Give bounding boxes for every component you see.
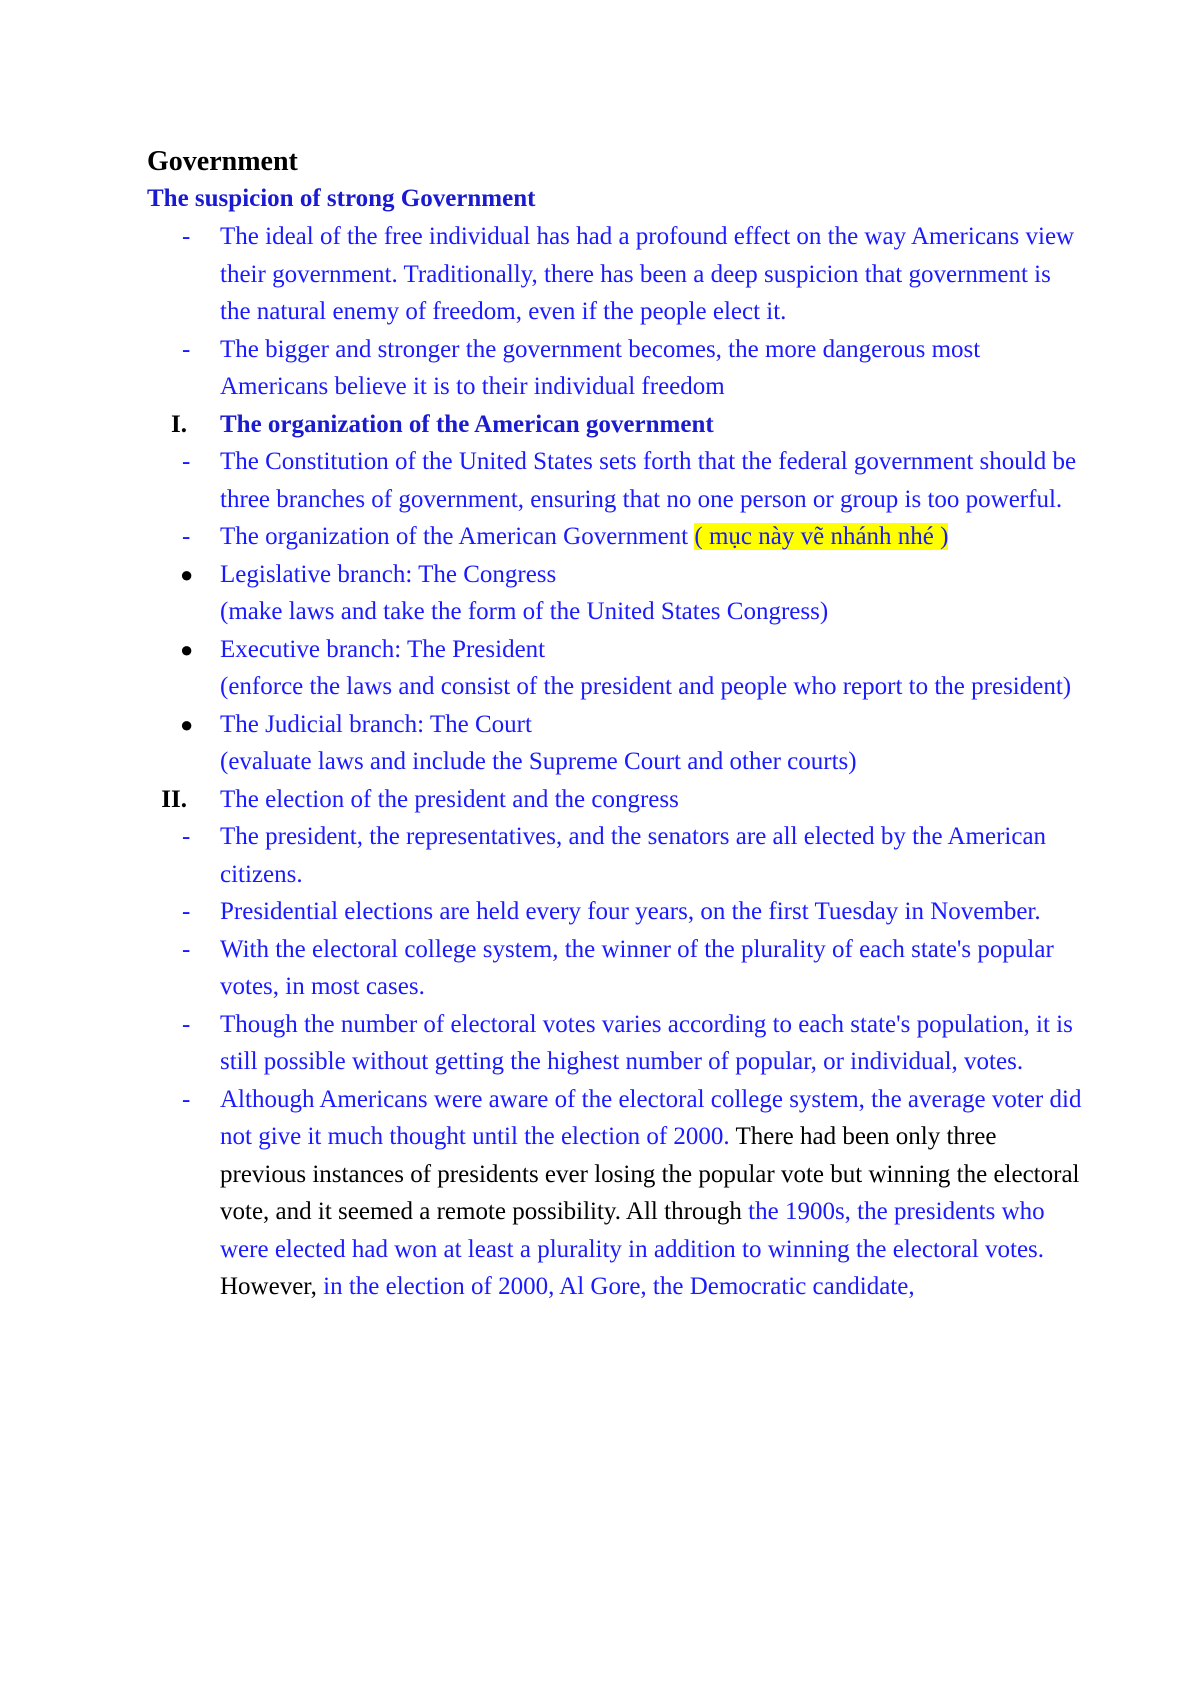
roman-numeral: II. — [161, 785, 187, 813]
branch-description: (enforce the laws and consist of the president and people who report to the president) — [220, 673, 1072, 700]
list-item-text: Though the number of electoral votes varies according to each state's population, it is still possible without getting the highest number of popular, or individual, votes. — [220, 1010, 1073, 1075]
list-item — [147, 218, 1087, 331]
dash-bullet: - — [182, 223, 191, 250]
list-item — [147, 931, 1087, 1006]
list-item — [147, 443, 1087, 518]
list-item-text: The bigger and stronger the government becomes, the more dangerous most Americans believe it is to their individual freedom — [220, 335, 981, 400]
branch-name: The Judicial branch: The Court — [220, 710, 532, 738]
section-subtitle: The suspicion of strong Government — [147, 185, 536, 212]
list-item — [147, 893, 1087, 931]
section-heading-1 — [147, 406, 1087, 444]
branch-item — [147, 631, 1087, 706]
roman-numeral: I. — [171, 410, 187, 438]
list-item-text: With the electoral college system, the winner of the plurality of each state's popular votes, in most cases. — [220, 935, 1054, 1000]
dash-bullet: - — [182, 523, 191, 550]
list-item-text: Although Americans were aware of the electoral college system, the average voter did not give it much thought until the election of 2000. — [220, 1085, 1082, 1150]
list-item — [147, 518, 1087, 556]
list-item-text: However, — [220, 1273, 324, 1300]
list-item — [147, 331, 1087, 406]
dash-bullet: - — [182, 448, 191, 475]
branch-name: Executive branch: The President — [220, 635, 546, 663]
list-item — [147, 1081, 1087, 1306]
section-heading-text: The election of the president and the congress — [220, 785, 679, 813]
section-heading-text: The organization of the American government — [220, 410, 714, 438]
dot-bullet: ● — [180, 711, 194, 737]
list-item-text: in the election of 2000, Al Gore, the Democratic candidate, — [323, 1273, 915, 1300]
dash-bullet: - — [182, 935, 191, 963]
list-item-text: There had been only three previous instances of presidents ever losing the popular vote but winning the electoral vote, and it seemed a remote possibility. All through — [220, 1123, 1080, 1225]
list-item-text: The ideal of the free individual has had a profound effect on the way Americans view their government. Traditionally, there has been a deep suspicion that government is the natural enemy of freedom, even if the people elect it. — [220, 223, 1075, 325]
list-item — [147, 818, 1087, 893]
branch-name: Legislative branch: The Congress — [220, 560, 557, 588]
dot-bullet: ● — [180, 561, 194, 587]
list-item-text: Presidential elections are held every four years, on the first Tuesday in November. — [220, 898, 1041, 925]
list-item-text: The Constitution of the United States sets forth that the federal government should be three branches of government, ensuring that no one person or group is too powerful. — [220, 448, 1077, 513]
branch-description: (evaluate laws and include the Supreme Court and other courts) — [220, 748, 857, 775]
list-item-text: The organization of the American Government — [220, 523, 695, 550]
dash-bullet: - — [182, 1085, 191, 1113]
branch-item — [147, 556, 1087, 631]
dash-bullet: - — [182, 335, 191, 363]
dash-bullet: - — [182, 823, 191, 850]
branch-description: (make laws and take the form of the United States Congress) — [220, 598, 829, 625]
page-title: Government — [147, 146, 298, 177]
branch-item — [147, 706, 1087, 781]
dash-bullet: - — [182, 898, 191, 925]
highlighted-note: ( mục này vẽ nhánh nhé ) — [694, 523, 949, 550]
list-item-text: The president, the representatives, and the senators are all elected by the American citizens. — [220, 823, 1047, 888]
dot-bullet: ● — [180, 636, 194, 662]
document-content — [147, 144, 1087, 1306]
list-item-text: the 1900s, the presidents who were elected had won at least a plurality in addition to winning the electoral votes. — [220, 1198, 1045, 1263]
list-item — [147, 1006, 1087, 1081]
dash-bullet: - — [182, 1010, 191, 1038]
section-heading-2 — [147, 781, 1087, 819]
